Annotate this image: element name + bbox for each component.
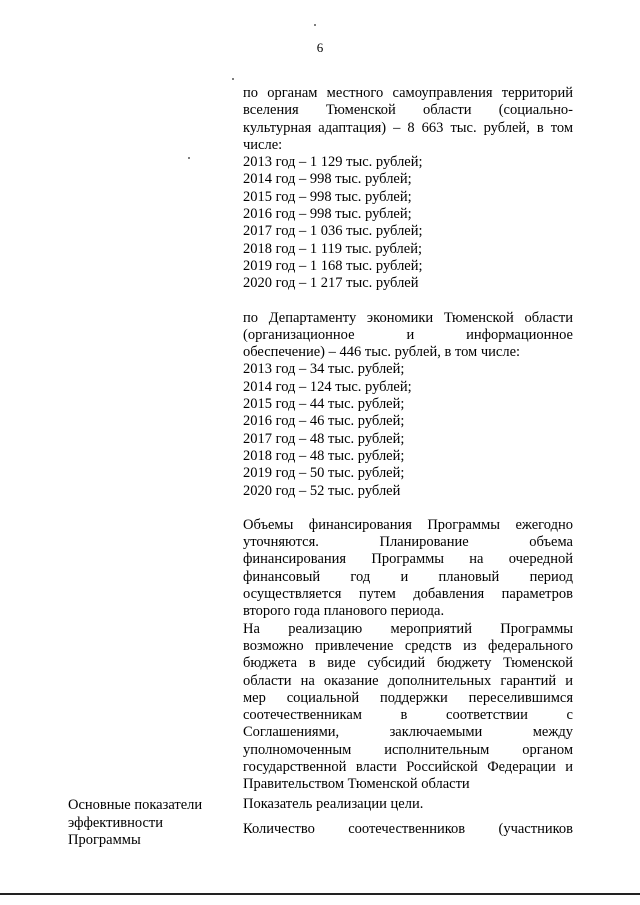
section-federal-funding [243,621,573,794]
text-line: культурная адаптация) – 8 663 тыс. рублей, в том [243,119,573,136]
text-line: финансирования Программы на очередной [243,551,573,568]
document-body [243,85,573,838]
text-line: государственной власти Российской Федерации и [243,758,573,775]
page-bottom-edge [0,893,640,895]
year-line: 2015 год – 44 тыс. рублей; [243,396,405,413]
text-line: Правительством Тюменской области [243,776,470,793]
label-line: эффективности [68,814,163,831]
year-line: 2020 год – 1 217 тыс. рублей [243,275,419,292]
section-municipal-funding [243,85,573,293]
text-line: возможно привлечение средств из федерального [243,637,573,654]
text-line: (организационное и информационное [243,326,573,343]
text-line: вселения Тюменской области (социально- [243,102,573,119]
row-label-efficiency-indicators [68,797,228,850]
text-line: бюджета в виде субсидий бюджету Тюменской [243,655,573,672]
year-line: 2018 год – 1 119 тыс. рублей; [243,240,422,257]
text-line: На реализацию мероприятий Программы [243,620,573,637]
text-line: финансовый год и плановый период [243,568,573,585]
year-line: 2017 год – 48 тыс. рублей; [243,430,405,447]
label-line: Программы [68,832,141,848]
indicator-title: Показатель реализации цели. [243,795,424,812]
text-line: мер социальной поддержки переселившимся [243,689,573,706]
year-line: 2013 год – 1 129 тыс. рублей; [243,154,423,171]
year-line: 2013 год – 34 тыс. рублей; [243,361,405,378]
scan-speck [314,24,316,26]
year-line: 2015 год – 998 тыс. рублей; [243,188,412,205]
text-line: по органам местного самоуправления территорий [243,85,573,101]
year-line: 2016 год – 998 тыс. рублей; [243,206,412,223]
section-funding-clarification [243,517,573,621]
text-line: второго года планового периода. [243,603,445,620]
year-line: 2020 год – 52 тыс. рублей [243,482,401,499]
text-line: по Департаменту экономики Тюменской области [243,309,573,326]
text-line: уточняются. Планирование объема [243,534,573,551]
year-line: 2014 год – 124 тыс. рублей; [243,378,412,395]
scan-speck [188,157,190,159]
text-line: числе: [243,136,283,153]
text-line: обеспечение) – 446 тыс. рублей, в том числе: [243,344,521,361]
section-economy-department-funding [243,310,573,500]
scan-speck [232,78,234,80]
indicator-text: Количество соотечественников (участников [243,820,573,837]
label-line: Основные показатели [68,797,203,813]
page-number: 6 [316,40,324,55]
year-line: 2018 год – 48 тыс. рублей; [243,447,405,464]
year-line: 2017 год – 1 036 тыс. рублей; [243,223,423,240]
text-line: осуществляется путем добавления параметров [243,586,573,603]
year-line: 2019 год – 50 тыс. рублей; [243,465,405,482]
year-line: 2019 год – 1 168 тыс. рублей; [243,257,423,274]
year-line: 2014 год – 998 тыс. рублей; [243,171,412,188]
text-line: уполномоченным исполнительным органом [243,741,573,758]
text-line: соотечественникам в соответствии с [243,707,573,724]
text-line: Соглашениями, заключаемыми между [243,724,573,741]
text-line: Объемы финансирования Программы ежегодно [243,516,573,533]
year-line: 2016 год – 46 тыс. рублей; [243,413,405,430]
text-line: области на оказание дополнительных гарантий и [243,672,573,689]
